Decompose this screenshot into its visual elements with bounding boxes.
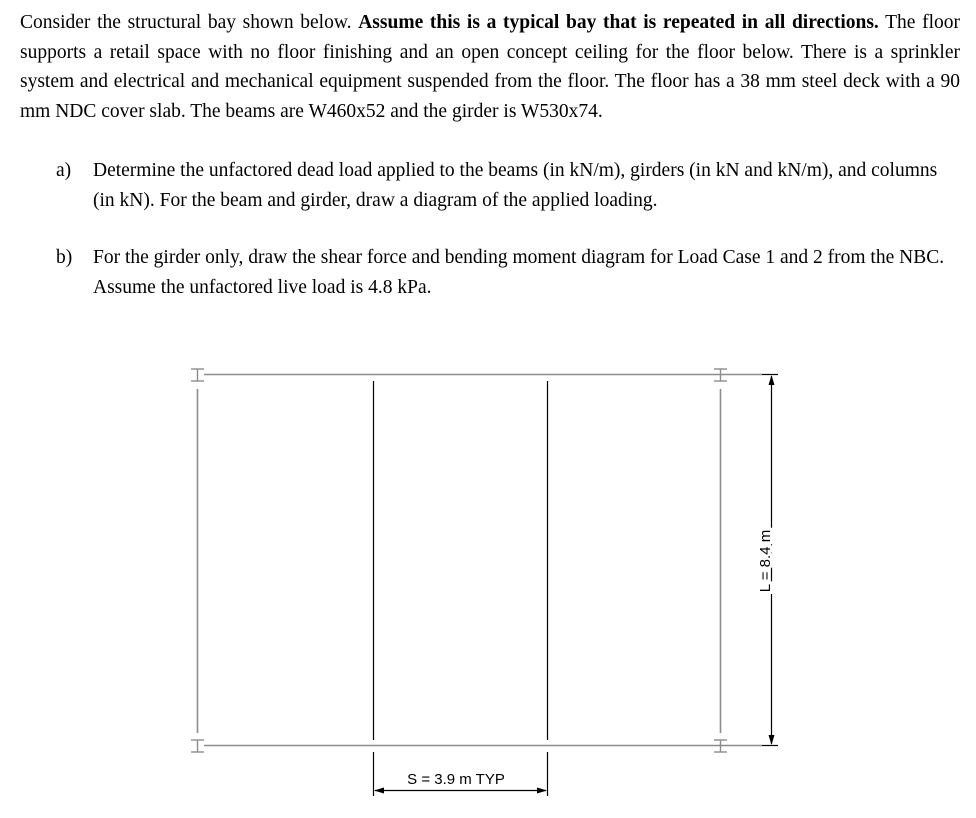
question-b-text: For the girder only, draw the shear force and bending moment diagram for Load Case 1 and 2 from the NBC. Assume the unfactored live load is 4.8 kPa. (93, 247, 945, 298)
column-bottom-left (191, 740, 204, 752)
intro-rest: The floor supports a retail space with no floor finishing and an open concept ceiling for the floor below. There is a sprinkler system and electrical and mechanical equipment suspended from the floor. The floor has a 38 mm steel deck with a 90 mm NDC cover slab. The beams are W460x52 and the girder is W530x74. (20, 12, 960, 122)
question-b-label: b) (56, 247, 73, 268)
column-top-left (191, 369, 204, 381)
spacing-label: S = 3.9 m TYP (407, 771, 505, 788)
intro-sentence-2-bold: Assume this is a typical bay that is repeated in all directions. (358, 12, 879, 33)
question-a-text: Determine the unfactored dead load applied to the beams (in kN/m), girders (in kN and kN/m), and columns (in kN). For the beam and girder, draw a diagram of the applied loading. (93, 160, 938, 211)
length-label: L = 8.4 m (757, 529, 774, 593)
intro-sentence-1: Consider the structural bay shown below. (20, 12, 352, 33)
question-a-label: a) (56, 160, 72, 181)
